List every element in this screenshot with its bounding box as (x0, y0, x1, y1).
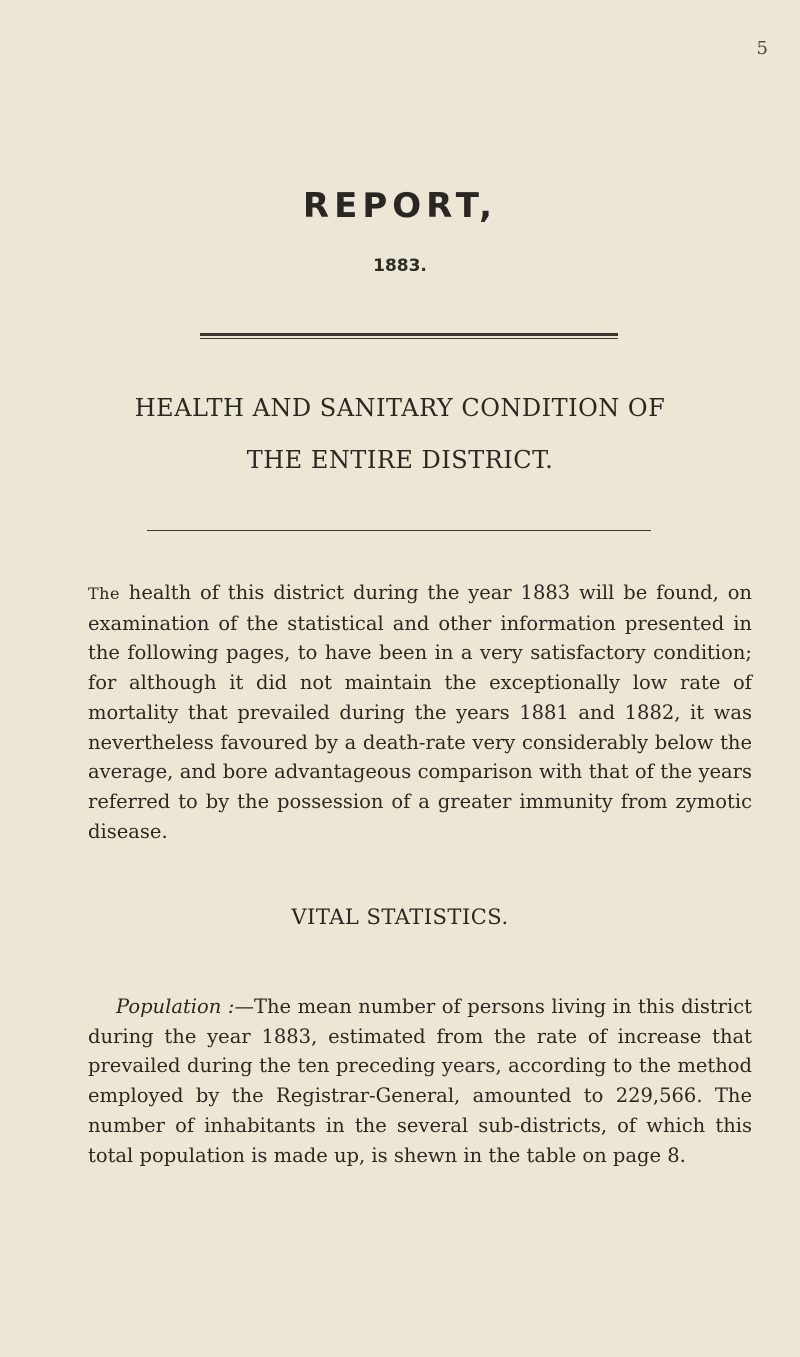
report-year: 1883. (373, 256, 427, 276)
section-heading-line-2: THE ENTIRE DISTRICT. (246, 446, 554, 474)
section-heading-line-1: HEALTH AND SANITARY CONDITION OF (134, 394, 666, 422)
population-paragraph (88, 992, 752, 1170)
vital-statistics-heading: VITAL STATISTICS. (291, 905, 509, 929)
intro-paragraph (88, 578, 752, 846)
population-text: The mean number of persons living in this district during the year 1883, estimated from the rate of increase that prevailed during the ten preceding years, according to the method employed by the Registrar-General, amounted to 229,566. The number of inhabitants in the several sub-districts, of which this total population is made up, is shewn in the table on page 8. (88, 995, 752, 1167)
page-number: 5 (756, 38, 768, 59)
population-label-suffix: :— (221, 995, 254, 1018)
intro-text: health of this district during the year 1883 will be found, on examination of the statistical and other information presented in the following pages, to have been in a very satisfactory condition; for although it did not maintain the exceptionally low rate of mortality that prevailed during the years 1881 and 1882, it was nevertheless favoured by a death-rate very considerably below the average, and bore advantageous comparison with that of the years referred to by the possession of a greater immunity from zymotic disease. (88, 581, 752, 843)
report-title: REPORT, (302, 186, 498, 226)
population-label: Population (116, 995, 222, 1018)
double-rule-divider (200, 333, 618, 339)
single-rule-divider (147, 530, 651, 531)
intro-lead-word: The (88, 584, 120, 603)
